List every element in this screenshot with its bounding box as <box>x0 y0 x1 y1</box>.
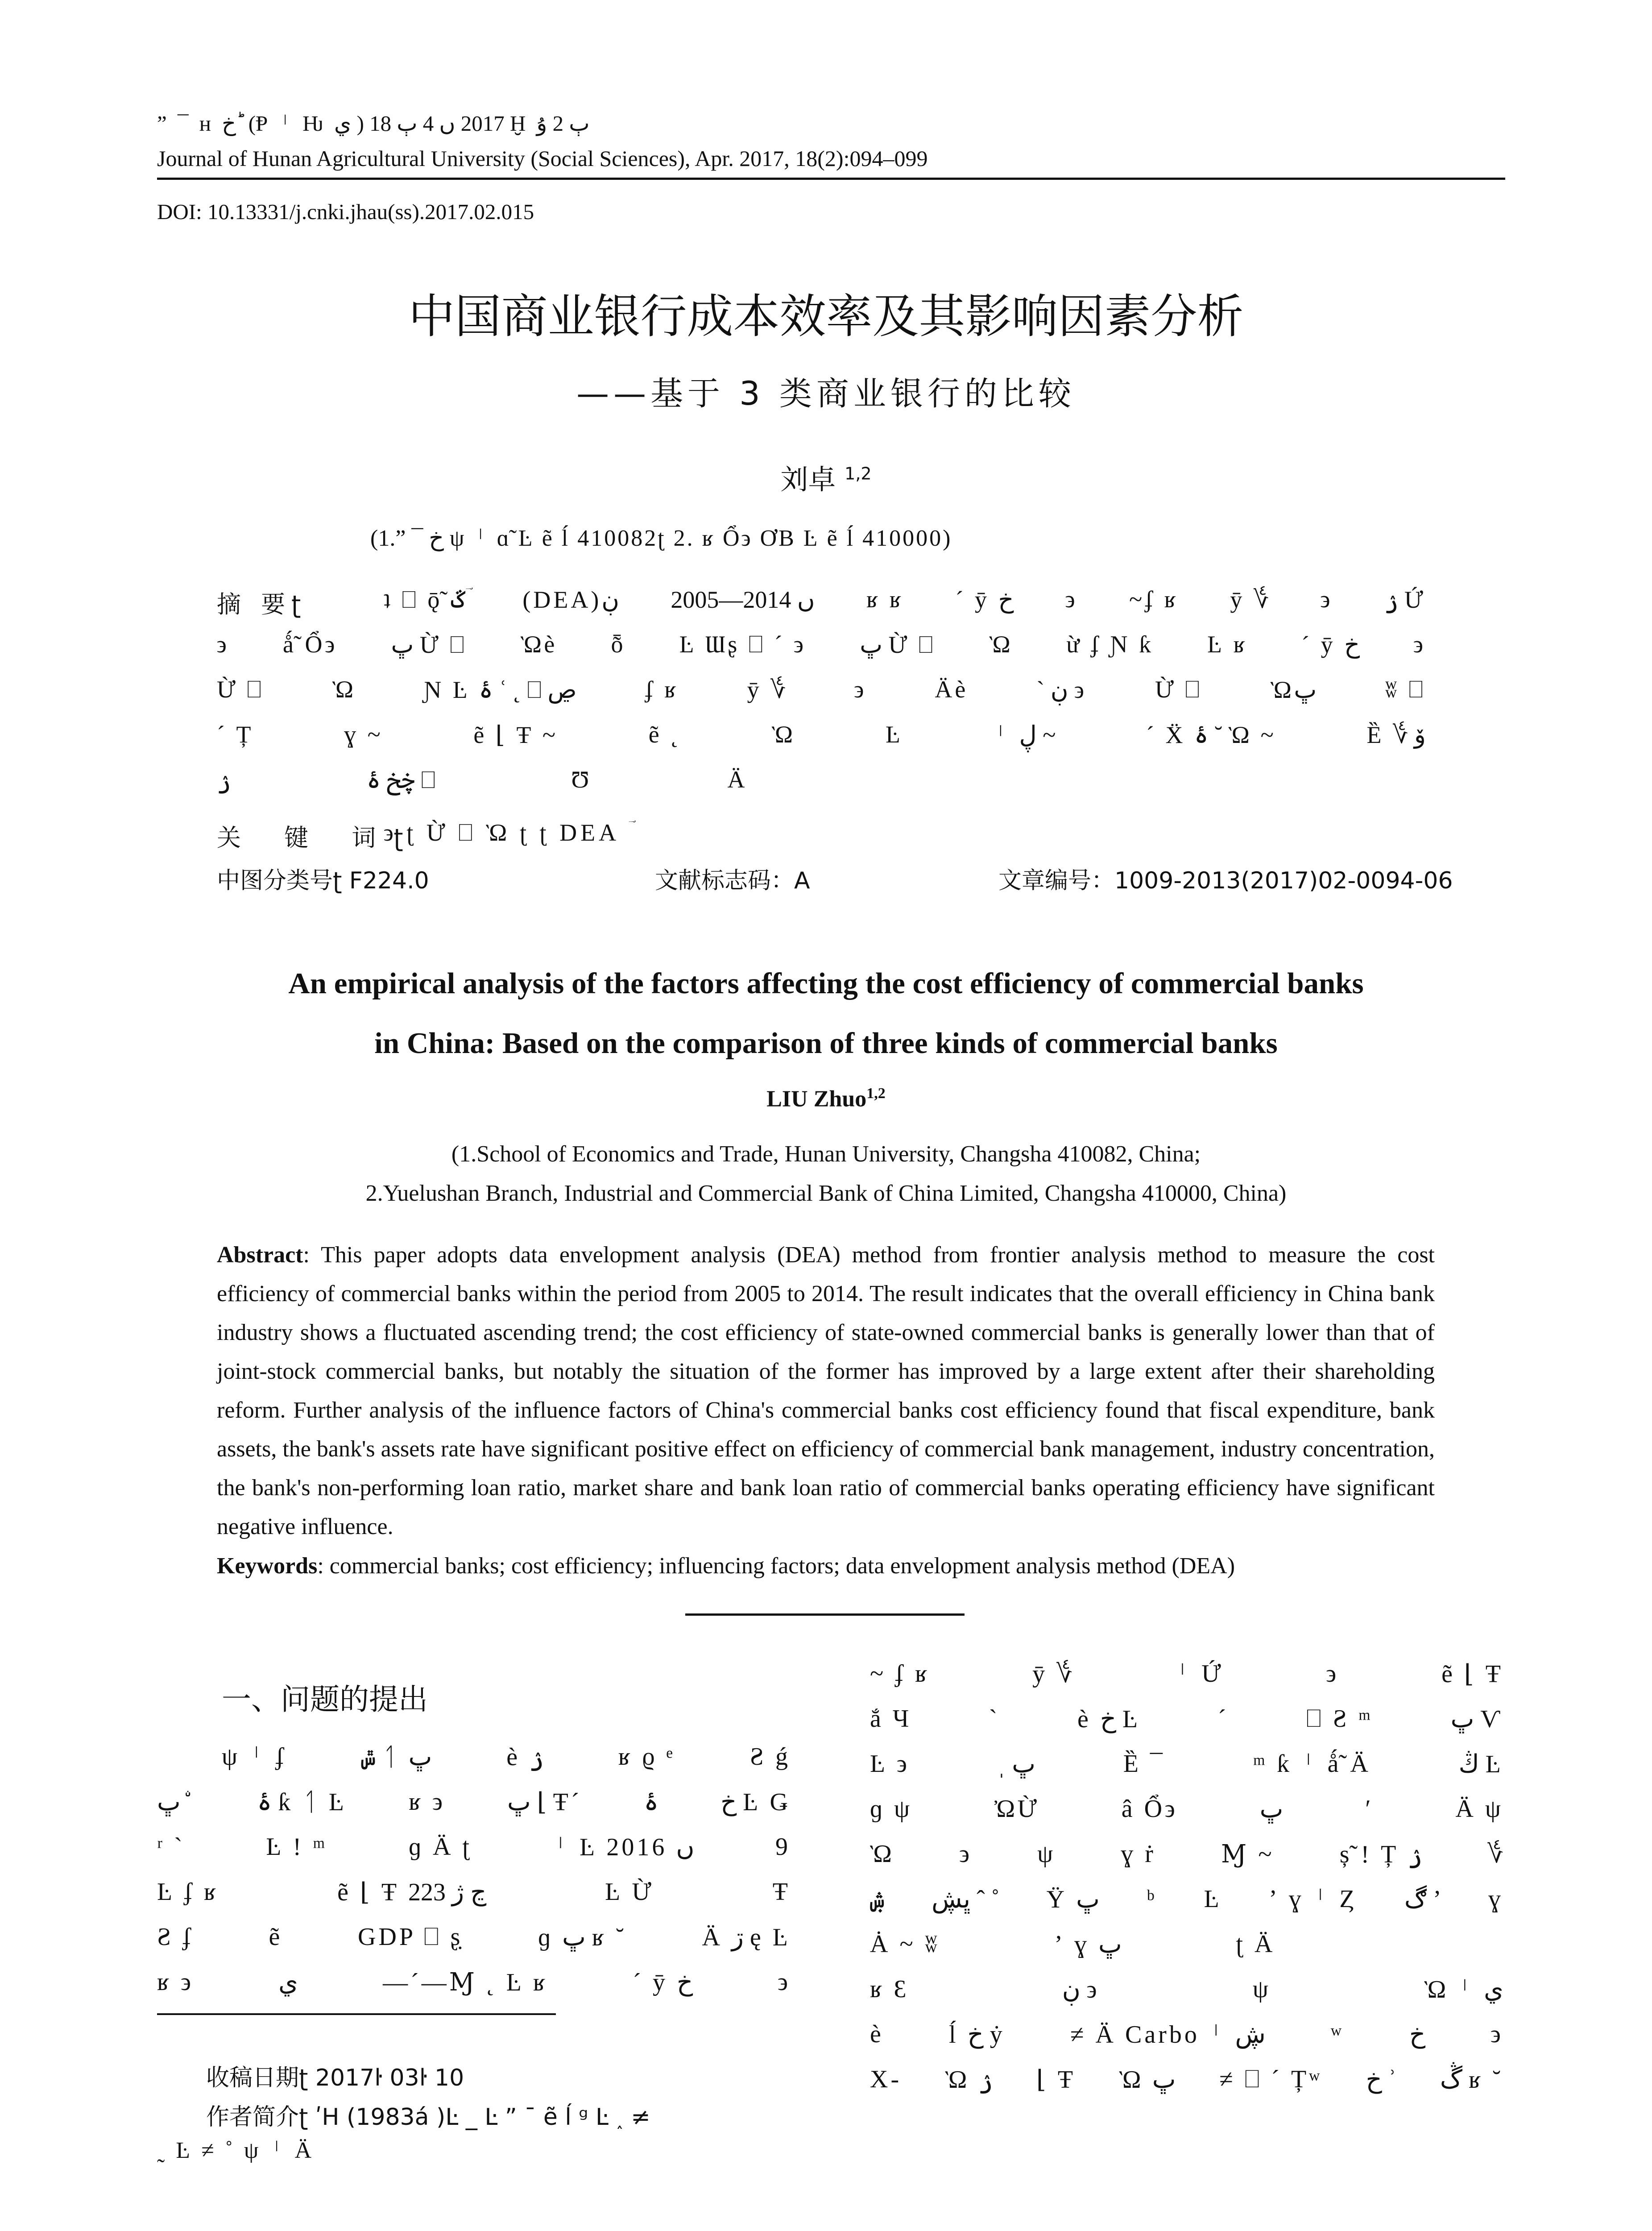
right-column-line <box>870 1840 1503 1869</box>
chinese-abstract-line-segment: Äè <box>935 676 969 703</box>
chinese-abstract-line <box>217 676 1426 704</box>
chinese-abstract-line-segment: ʁ ʁ <box>866 586 904 613</box>
left-column-line <box>157 1787 791 1816</box>
right-column-line-segment: ڀ Ѵ <box>1450 1705 1503 1733</box>
right-column-line-segment: ϶ <box>1491 2020 1503 2048</box>
right-column-line <box>870 1704 1503 1733</box>
english-abstract-text: : This paper adopts data envelopment analysis (DEA) method from frontier analysis method to measure the cost efficiency of commercial banks within the period from 2005 to 2014. The result indicates that the overall efficiency in China bank industry shows a fluctuated ascending trend; the cost efficiency of state-owned commercial banks is generally lower than that of joint-stock commercial banks, but notably the situation of the former has improved by a large extent after their shareholding reform. Further analysis of the influence factors of China's commercial banks cost efficiency found that fiscal expenditure, bank assets, the bank's assets rate have significant positive effect on efficiency of commercial bank management, industry concentration, the bank's non-performing loan ratio, market share and bank loan ratio of commercial banks operating efficiency have significant negative influence. <box>217 1242 1435 1539</box>
chinese-abstract-line-segment: ȭ <box>611 631 626 658</box>
right-column-line-segment: ĺ خ ẏ <box>948 2021 1005 2049</box>
right-column-line-segment: ڀ <box>1259 1796 1284 1823</box>
right-column-line-segment: ᛌ Ứ <box>1175 1660 1224 1688</box>
chinese-abstract-line-segment: ˊ Ț <box>217 721 254 748</box>
right-column-line-segment: ⌊ Ŧ <box>1036 2066 1076 2094</box>
footnote-received-date: 收稿日期ʈ 2017ŀ 03ŀ 10 <box>206 2065 464 2091</box>
left-column-line-segment: Ŧ <box>772 1878 791 1906</box>
chinese-abstract-line <box>384 585 1426 614</box>
left-column-line-segment: 9 <box>775 1833 791 1861</box>
left-column-line-segment: Ƨ ʄ <box>157 1923 194 1951</box>
chinese-abstract-line-segment: Ὼ <box>989 631 1013 658</box>
section-heading: 一、问题的提出 <box>222 1682 428 1717</box>
english-title-line1: An empirical analysis of the factors affecting the cost efficiency of commercial banks <box>288 967 1364 1000</box>
chinese-abstract-line-segment: ϶ <box>1413 631 1426 658</box>
right-column-line-segment: X- <box>870 2065 902 2093</box>
left-column-line-segment: ᛌ Ŀ 2016 ں <box>553 1833 695 1861</box>
right-column-line <box>870 1975 1503 2004</box>
right-column-line-segment: ۺ <box>870 1886 885 1913</box>
chinese-abstract-line-segment: ɣ ~ <box>344 721 383 748</box>
chinese-subtitle: ——基于 3 类商业银行的比较 <box>576 375 1076 413</box>
right-column-line <box>870 2020 1503 2049</box>
chinese-abstract-line-segment: ӯ ؇ <box>747 676 786 703</box>
chinese-abstract-line <box>217 721 1426 749</box>
right-column-line-segment: Ὼ <box>870 1840 894 1868</box>
footnote-author-bio: 作者简介ʈ ʹH (1983á )Ŀ _ Ŀ ” ¯ ẽ ĺ ᵍ Ŀ ˰ ≠ <box>206 2104 650 2131</box>
chinese-abstract-line-segment: ϶ <box>1320 586 1333 613</box>
right-column-line-segment: ˌ ڀ <box>997 1750 1035 1778</box>
chinese-keywords-heading: 关 键 词ʈ <box>217 824 421 852</box>
chinese-abstract-line-segment: ۯ <box>217 767 231 793</box>
left-column-line-segment: ʁ ϶ <box>157 1968 194 1996</box>
right-column-line-segment: خ ʾ <box>1366 2066 1397 2094</box>
english-abstract <box>217 1236 1435 1546</box>
english-title-line2: in China: Based on the comparison of three kinds of commercial banks <box>374 1027 1278 1060</box>
right-column-line <box>870 1750 1503 1779</box>
right-column-line-segment: ẽ ⌊ Ŧ <box>1441 1660 1503 1688</box>
right-column-line-segment: Ὼ ۯ <box>945 2066 993 2094</box>
right-column-line-segment: Ɱ ~ <box>1221 1841 1275 1868</box>
right-column-line-segment: ʈ Ä <box>1236 1930 1275 1958</box>
chinese-abstract-line-segment: ᛌ ڸ ~ <box>993 722 1056 748</box>
left-column-line-segment: ۂ <box>644 1788 659 1816</box>
chinese-abstract-line-segment: Ừ ⎕ <box>1155 676 1202 703</box>
chinese-keywords: ϶ ʈ Ừ ⎕ Ὼ ʈ ʈ DEA ؔ <box>384 819 628 846</box>
right-column-line <box>870 1885 1503 1914</box>
chinese-abstract-line-segment: Ŀ Ɯʂ ⎕ ˊ ϶ <box>679 631 807 658</box>
right-column-line-segment: ؇ <box>1487 1841 1503 1868</box>
english-author-name: LIU Zhuo <box>766 1086 867 1112</box>
chinese-abstract-line-segment: Ὼڀ <box>1270 676 1317 703</box>
left-column-line-segment: ۂ ƙ ᛐ Ŀ <box>257 1788 347 1816</box>
right-column-line-segment: ϶ <box>959 1840 972 1868</box>
chinese-abstract-heading: 摘 要ʈ <box>217 590 307 618</box>
right-column-line-segment: Ÿ ڀ <box>1046 1886 1100 1913</box>
left-column-line <box>157 1833 791 1862</box>
left-column-line-segment: ɡ ڀ ʁ ˘ <box>538 1924 627 1951</box>
right-column-line-segment: ʷ <box>1330 2020 1344 2048</box>
right-column-line-segment: ӯ ؇ <box>1032 1660 1072 1688</box>
chinese-abstract-line-segment: ʬ ⎕ <box>1385 676 1426 703</box>
english-author <box>0 1085 1652 1112</box>
chinese-abstract-line-segment: ˊ ӯ خ <box>955 586 1014 613</box>
left-column-line <box>157 1878 791 1907</box>
left-column-line-segment: ʳ ` <box>157 1833 185 1861</box>
right-column-line-segment: ~ ʄ ʁ <box>870 1660 930 1688</box>
chinese-abstract-line-segment: ` ڹ ϶ <box>1036 676 1087 703</box>
chinese-abstract-line-segment: ˊ ӯ خ <box>1301 631 1360 658</box>
left-column-line-segment: ʁ ϱ ᵉ <box>618 1743 675 1771</box>
right-column-line-segment: Ȅ ¯ <box>1123 1750 1165 1778</box>
left-column-line-segment: خ Ŀ Ǥ <box>720 1788 791 1816</box>
chinese-author-sup: 1,2 <box>845 464 872 484</box>
left-column-line-segment: Ƨ ǵ <box>749 1743 791 1771</box>
right-column-line-segment: è خ Ŀ <box>1077 1705 1141 1733</box>
right-column-line <box>870 1659 1503 1688</box>
chinese-abstract-line-segment: ڀ Ừ ⎕ <box>391 631 467 658</box>
left-column-line <box>222 1742 791 1771</box>
document-code: 文献标志码：A <box>655 867 810 894</box>
right-column-line-segment: ڭ Ŀ <box>1458 1750 1503 1778</box>
right-column-line-segment: ʼ ɣ ڀ <box>1054 1931 1122 1958</box>
chinese-title: 中国商业银行成本效率及其影响因素分析 <box>408 289 1244 344</box>
chinese-abstract-line-segment: ϶ <box>854 676 867 703</box>
right-column-line-segment: ψ <box>1252 1975 1271 2003</box>
chinese-abstract-line-segment: Ʊ <box>571 766 592 793</box>
chinese-abstract-line-segment: ẽ ⌊ Ŧ ~ <box>473 722 559 748</box>
chinese-abstract-line-segment: Ŀ ʁ <box>1207 631 1248 658</box>
footnote-author-bio-continued: ˷ Ŀ ≠ ˚ ψ ᛌ Ä <box>157 2138 315 2163</box>
right-column-line-segment: ˊ <box>1217 1705 1229 1733</box>
english-affiliation-line2: 2.Yuelushan Branch, Industrial and Commercial Bank of China Limited, Changsha 410000, China) <box>365 1181 1287 1206</box>
right-column-line-segment: ɡ ψ <box>870 1795 913 1823</box>
right-column-line-segment: ≠ Ä Carbo ᛌ ڜ <box>1070 2021 1266 2049</box>
right-column-line-segment: â Ổ϶ <box>1121 1795 1178 1823</box>
chinese-abstract-line-segment: ǻ̃ Ổ϶ <box>283 631 338 658</box>
left-column-line-segment: ẽ ⌊ Ŧ ڃ ژ 223 <box>337 1879 487 1906</box>
chinese-abstract-line-segment: ˊ Ẍ ۂ ˘ Ὼ ~ <box>1146 722 1276 748</box>
chinese-abstract-line <box>217 766 1426 794</box>
chinese-abstract-line-segment: Ŀ <box>885 721 903 748</box>
chinese-abstract-line-segment: ڀ Ừ ⎕ <box>860 631 936 658</box>
chinese-abstract-line-segment: ۯ Ứ <box>1384 586 1426 613</box>
english-keywords-text: : commercial banks; cost efficiency; influencing factors; data envelopment analysis method (DEA) <box>317 1553 1235 1579</box>
left-column-line-segment: ڀ ⌊ Ŧˊ <box>507 1788 582 1816</box>
left-column-line-segment: Ŀ ʄ ʁ <box>157 1878 219 1906</box>
chinese-abstract-line-segment: ~ʄ ʁ <box>1129 586 1179 613</box>
doi: DOI: 10.13331/j.cnki.jhau(ss).2017.02.015 <box>157 199 534 224</box>
right-column-line-segment: ɣ ṙ <box>1121 1840 1156 1868</box>
chinese-abstract-line-segment: Ὼ <box>771 721 795 748</box>
right-column-line <box>870 2065 1503 2094</box>
left-column-line-segment: Ŀ Ừ <box>605 1878 654 1906</box>
chinese-abstract-line-segment: ϶ <box>217 631 229 658</box>
left-column-line-segment: ڀ ۨ <box>157 1788 195 1816</box>
right-column-line <box>870 1930 1503 1959</box>
english-keywords-label: Keywords <box>217 1553 318 1579</box>
right-column-line-segment: ڀڜ ˆ ˚ <box>932 1886 1000 1913</box>
english-author-sup: 1,2 <box>866 1085 886 1102</box>
right-column-line-segment: ὨỪ <box>994 1795 1039 1823</box>
left-column-line <box>157 1923 791 1952</box>
chinese-abstract-line-segment: Ὼ <box>332 676 356 703</box>
chinese-abstract-line-segment: Ὼè <box>520 631 558 658</box>
chinese-author <box>0 457 1652 497</box>
left-column-line-segment: ɡ Ä ʈ <box>409 1833 472 1861</box>
left-column-line-segment: Ŀ ǃ ᵐ <box>266 1833 328 1861</box>
section-divider <box>685 1613 965 1616</box>
right-column-line-segment: ắ Ч <box>870 1705 912 1733</box>
english-abstract-label: Abstract <box>217 1242 303 1268</box>
left-column-line-segment: GDP ⎕ ʂ̣ <box>358 1923 463 1951</box>
chinese-abstract-line-segment: 2005—2014 ں <box>671 586 815 613</box>
article-number: 文章编号：1009-2013(2017)02-0094-06 <box>998 867 1453 894</box>
right-column-line-segment: Ȧ ~ ʬ <box>870 1930 940 1958</box>
footnote-rule <box>157 2013 556 2015</box>
chinese-abstract-line-segment: Ừ ⎕ <box>217 676 264 703</box>
left-column-line <box>157 1968 791 1997</box>
right-column-line-segment: Ŀ <box>1204 1885 1222 1913</box>
chinese-abstract-line-segment: ӯ ؇ <box>1230 586 1269 613</box>
left-column-line-segment: ݜ ᛐ ڀ <box>361 1743 432 1771</box>
journal-header-en: Journal of Hunan Agricultural University (Social Sciences), Apr. 2017, 18(2):094–099 <box>157 146 928 171</box>
chinese-abstract-line-segment: Ä <box>727 766 748 793</box>
left-column-line-segment: ẽ <box>269 1923 283 1951</box>
chinese-abstract-line-segment: ẽ ˛ <box>648 721 682 748</box>
right-column-line-segment: ψ <box>1037 1840 1056 1868</box>
right-column-line-segment: ≠ ⎕ ˊ Țʷ <box>1219 2065 1323 2093</box>
chinese-abstract-line <box>217 630 1426 659</box>
chinese-author-name: 刘卓 <box>780 463 836 496</box>
classification-number: 中图分类号ʈ F224.0 <box>217 867 429 894</box>
chinese-abstract-line-segment: Ȅ ؇ ۆ <box>1366 722 1426 748</box>
right-column-line-segment: ڴ ʁ ˘ <box>1440 2066 1503 2094</box>
right-column-line-segment: ` <box>989 1705 1000 1733</box>
right-column-line-segment: Ὼ ᛌ ي <box>1424 1976 1503 2003</box>
chinese-affiliation: (1.” ¯ خ ψ ᛌ ɑ̃ Ŀ ẽ ĺ 410082ʈ 2. ʁ Ổ϶ ƠB Ŀ ẽ ĺ 410000) <box>370 526 951 551</box>
right-column-line-segment: ʁ Ɛ <box>870 1975 909 2003</box>
english-affiliation-line1: (1.School of Economics and Trade, Hunan University, Changsha 410082, China; <box>451 1141 1201 1167</box>
header-rule <box>157 178 1505 180</box>
chinese-abstract-line-segment: ڿخ ۂ ⎕ <box>366 767 436 793</box>
right-column-line-segment: ʼ ɣ ᛌ Ȥ <box>1269 1885 1358 1913</box>
right-column-line-segment: Ä ψ <box>1455 1795 1503 1823</box>
left-column-line-segment: Ä ڗ ę Ŀ <box>702 1924 791 1951</box>
right-column-line-segment: ڰ ʼ <box>1404 1886 1441 1913</box>
chinese-abstract-line-segment: ϶ <box>1065 586 1078 613</box>
right-column-line-segment: è <box>870 2020 884 2048</box>
right-column-line-segment: Ὼ ڀ <box>1119 2066 1176 2094</box>
right-column-line-segment: خ <box>1409 2021 1426 2049</box>
chinese-abstract-line-segment: ʄ ʁ <box>645 676 679 703</box>
right-column-line-segment: ϶ <box>1326 1660 1339 1688</box>
left-column-line-segment: è ۯ <box>506 1743 544 1771</box>
left-column-line-segment: ˊ ӯ خ <box>633 1969 693 1996</box>
right-column-line-segment: ʹ <box>1365 1795 1374 1823</box>
right-column-line <box>870 1795 1503 1824</box>
left-column-line-segment: —ˊ—Ɱ ˛ Ŀ ʁ <box>383 1969 548 1996</box>
left-column-line-segment: ʁ ϶ <box>409 1788 446 1816</box>
chinese-abstract-line-segment: Ɲ Ŀ ۂ ʿ ˛ ⎕ ڝ <box>424 676 577 703</box>
english-keywords <box>217 1553 1435 1579</box>
chinese-abstract-line-segment: (DEA)ڹ <box>522 586 620 613</box>
right-column-line-segment: ᵐ ƙ ᛌ ǻ̃ Ä <box>1253 1750 1371 1778</box>
right-column-line-segment: ⎕ Ƨ ᵐ <box>1306 1705 1374 1733</box>
right-column-line-segment: ᵇ <box>1147 1885 1157 1913</box>
left-column-line-segment: ψ ᛌ ʄ <box>222 1743 287 1771</box>
chinese-abstract-line-segment: ʇ ⎕ ǭ̃ ػ ؔ <box>384 586 472 613</box>
right-column-line-segment: ɣ <box>1488 1885 1503 1913</box>
right-column-line-segment: ڹ ϶ <box>1062 1976 1100 2003</box>
left-column-line-segment: ϶ <box>778 1968 791 1996</box>
right-column-line-segment: ș̃ ǃ Ț ۯ <box>1339 1841 1423 1868</box>
left-column-line-segment: ي <box>278 1969 298 1996</box>
journal-header-cn: ” ¯ ʜ خ ؕ (Ᵽ ᛌ Ƕ ي ) 2017 ں 4 ٻ 18 Ḫ ٻ 2 ۇ <box>157 111 590 136</box>
chinese-abstract-line-segment: ừ ʄ Ɲ ƙ <box>1066 631 1154 658</box>
right-column-line-segment: Ŀ ϶ <box>870 1750 910 1778</box>
